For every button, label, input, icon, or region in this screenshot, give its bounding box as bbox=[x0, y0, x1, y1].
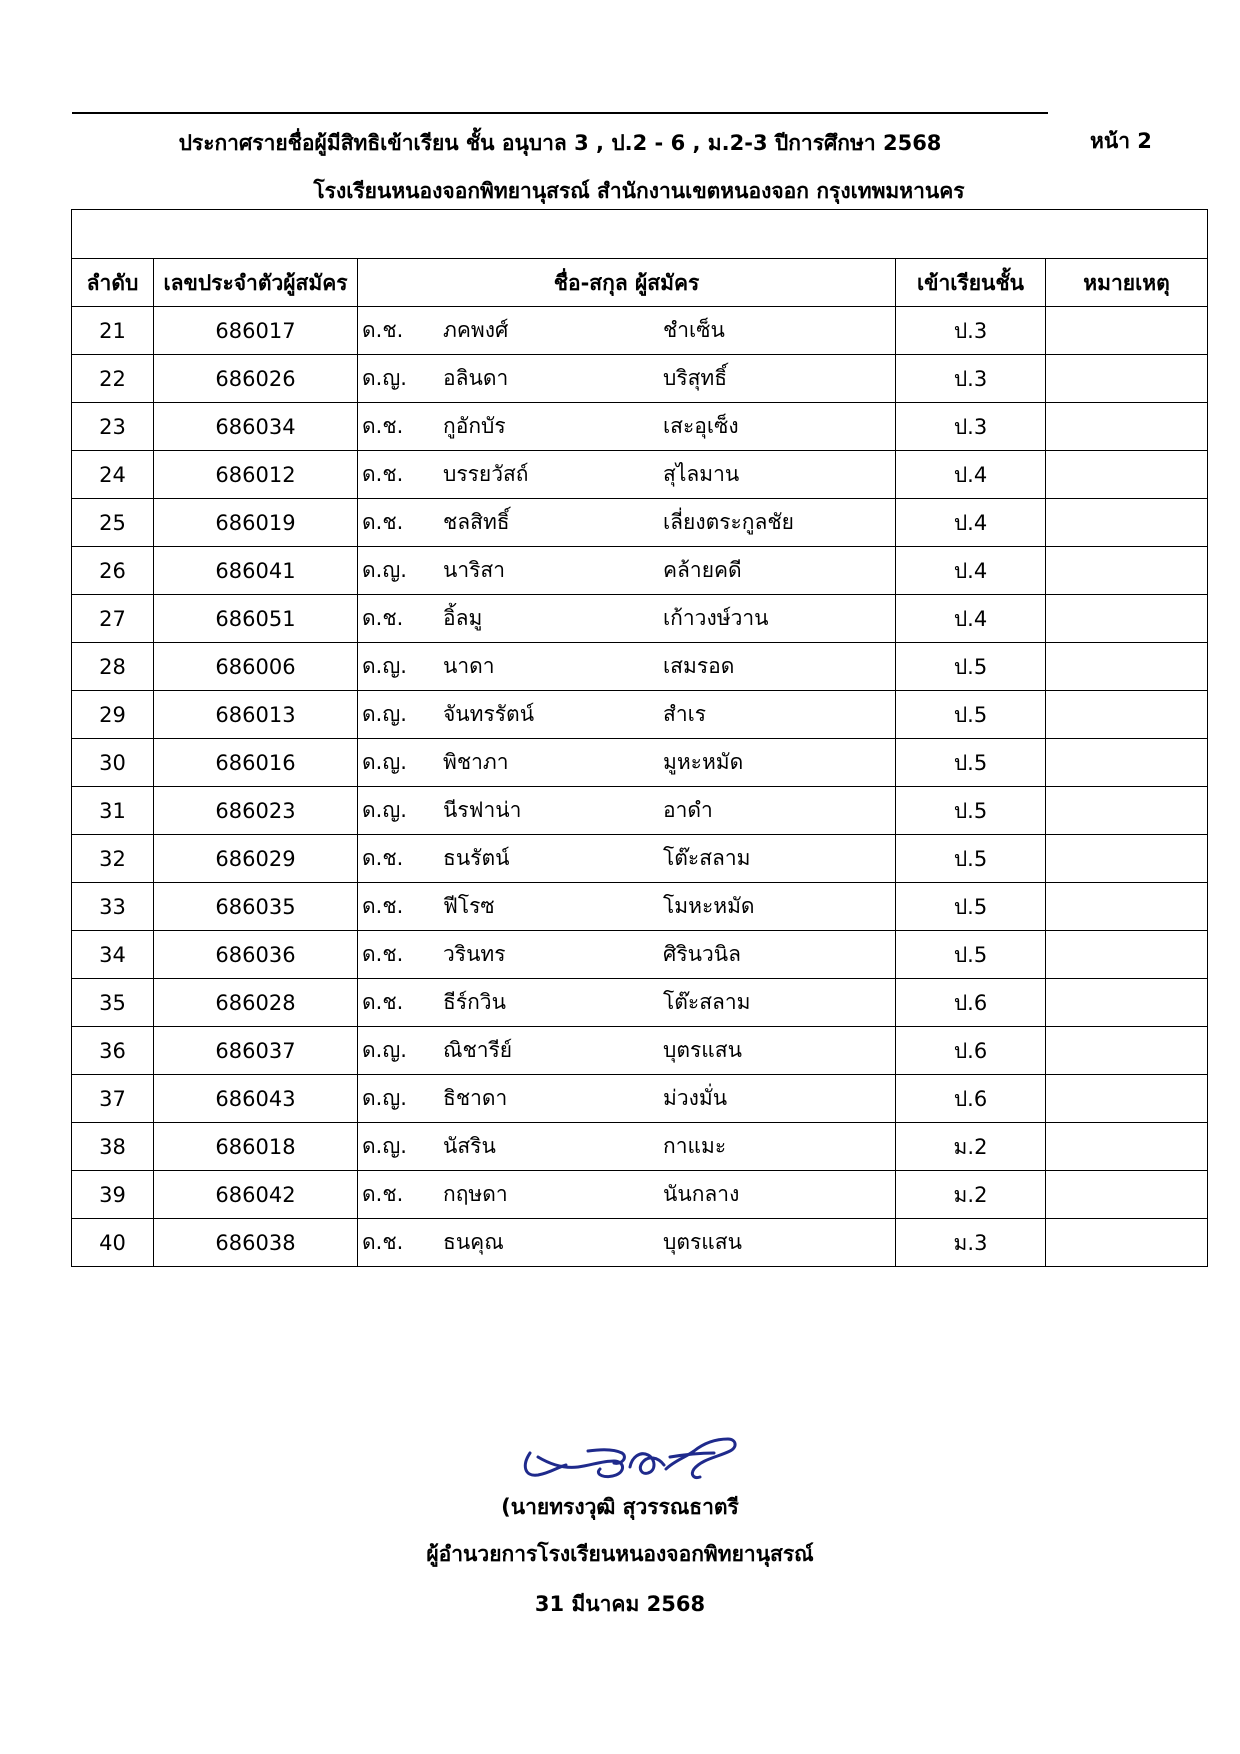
table-row bbox=[72, 595, 1208, 643]
first-name: ธีร์กวิน bbox=[443, 990, 506, 1014]
table-row bbox=[72, 1219, 1208, 1267]
name-cell bbox=[358, 403, 896, 451]
name-cell bbox=[358, 1171, 896, 1219]
name-cell bbox=[358, 739, 896, 787]
first-name: นาดา bbox=[443, 654, 495, 678]
grade-cell: ป.3 bbox=[896, 307, 1046, 355]
applicant-id-cell: 686035 bbox=[154, 883, 358, 931]
signature-stroke bbox=[538, 1457, 623, 1477]
first-name: ธนคุณ bbox=[443, 1230, 504, 1254]
name-prefix: ด.ช. bbox=[362, 990, 404, 1014]
seq-cell: 33 bbox=[72, 883, 154, 931]
table-row bbox=[72, 355, 1208, 403]
remark-cell bbox=[1046, 787, 1208, 835]
name-prefix: ด.ญ. bbox=[362, 750, 407, 774]
last-name: โต๊ะสลาม bbox=[663, 846, 751, 870]
name-cell bbox=[358, 1027, 896, 1075]
last-name: สุไลมาน bbox=[663, 462, 740, 486]
remark-cell bbox=[1046, 499, 1208, 547]
seq-cell: 23 bbox=[72, 403, 154, 451]
table-row bbox=[72, 931, 1208, 979]
remark-cell bbox=[1046, 739, 1208, 787]
seq-cell: 36 bbox=[72, 1027, 154, 1075]
signature-stroke bbox=[670, 1453, 714, 1457]
last-name: บริสุทธิ์ bbox=[663, 366, 728, 390]
applicant-id-cell: 686013 bbox=[154, 691, 358, 739]
table-row bbox=[72, 403, 1208, 451]
grade-cell: ป.5 bbox=[896, 787, 1046, 835]
applicant-id-cell: 686041 bbox=[154, 547, 358, 595]
seq-cell: 25 bbox=[72, 499, 154, 547]
applicant-id-cell: 686051 bbox=[154, 595, 358, 643]
first-name: ณิชารีย์ bbox=[443, 1038, 513, 1062]
signer-position: ผู้อำนวยการโรงเรียนหนองจอกพิทยานุสรณ์ bbox=[426, 1542, 814, 1566]
applicant-id-cell: 686023 bbox=[154, 787, 358, 835]
sign-date: 31 มีนาคม 2568 bbox=[534, 1592, 706, 1616]
signature-stroke bbox=[525, 1453, 566, 1475]
column-header-applicant-id: เลขประจำตัวผู้สมัคร bbox=[154, 259, 358, 307]
last-name: นันกลาง bbox=[663, 1182, 740, 1206]
name-prefix: ด.ช. bbox=[362, 942, 404, 966]
seq-cell: 30 bbox=[72, 739, 154, 787]
applicant-id-cell: 686006 bbox=[154, 643, 358, 691]
name-cell bbox=[358, 595, 896, 643]
seq-cell: 32 bbox=[72, 835, 154, 883]
table-row bbox=[72, 739, 1208, 787]
grade-cell: ม.2 bbox=[896, 1123, 1046, 1171]
first-name: ภคพงศ์ bbox=[443, 318, 509, 342]
last-name: โต๊ะสลาม bbox=[663, 990, 751, 1014]
name-cell bbox=[358, 547, 896, 595]
last-name: คล้ายคดี bbox=[663, 558, 742, 582]
table-row bbox=[72, 835, 1208, 883]
first-name: อิ้ลมู bbox=[443, 606, 483, 630]
seq-cell: 24 bbox=[72, 451, 154, 499]
name-cell bbox=[358, 355, 896, 403]
name-prefix: ด.ญ. bbox=[362, 1038, 407, 1062]
first-name: จันทรรัตน์ bbox=[443, 702, 535, 726]
last-name: สำเร bbox=[663, 702, 707, 726]
table-row bbox=[72, 547, 1208, 595]
last-name: ศิรินวนิล bbox=[663, 942, 741, 966]
name-cell bbox=[358, 787, 896, 835]
remark-cell bbox=[1046, 307, 1208, 355]
last-name: มูหะหมัด bbox=[663, 750, 744, 774]
name-cell bbox=[358, 883, 896, 931]
grade-cell: ป.5 bbox=[896, 643, 1046, 691]
table-row bbox=[72, 1075, 1208, 1123]
school-subtitle: โรงเรียนหนองจอกพิทยานุสรณ์ สำนักงานเขตหนองจอก กรุงเทพมหานคร bbox=[313, 179, 965, 203]
name-cell bbox=[358, 1219, 896, 1267]
remark-cell bbox=[1046, 883, 1208, 931]
seq-cell: 31 bbox=[72, 787, 154, 835]
last-name: ชำเซ็น bbox=[663, 318, 725, 342]
table-row bbox=[72, 451, 1208, 499]
name-prefix: ด.ญ. bbox=[362, 654, 407, 678]
signer-name: (นายทรงวุฒิ สุวรรณธาตรี bbox=[501, 1495, 739, 1519]
column-header-seq: ลำดับ bbox=[72, 259, 154, 307]
last-name: อาดำ bbox=[663, 798, 713, 822]
remark-cell bbox=[1046, 931, 1208, 979]
applicant-id-cell: 686019 bbox=[154, 499, 358, 547]
table-row bbox=[72, 883, 1208, 931]
table-row bbox=[72, 307, 1208, 355]
name-prefix: ด.ช. bbox=[362, 462, 404, 486]
remark-cell bbox=[1046, 835, 1208, 883]
remark-cell bbox=[1046, 643, 1208, 691]
name-prefix: ด.ญ. bbox=[362, 798, 407, 822]
seq-cell: 21 bbox=[72, 307, 154, 355]
grade-cell: ป.4 bbox=[896, 499, 1046, 547]
name-cell bbox=[358, 835, 896, 883]
first-name: ชลสิทธิ์ bbox=[443, 510, 510, 534]
grade-cell: ป.4 bbox=[896, 547, 1046, 595]
remark-cell bbox=[1046, 595, 1208, 643]
remark-cell bbox=[1046, 547, 1208, 595]
table-row bbox=[72, 1171, 1208, 1219]
grade-cell: ป.6 bbox=[896, 1027, 1046, 1075]
last-name: บุตรแสน bbox=[663, 1230, 742, 1254]
remark-cell bbox=[1046, 1123, 1208, 1171]
first-name: นีรฟาน่า bbox=[443, 798, 522, 822]
name-prefix: ด.ช. bbox=[362, 894, 404, 918]
last-name: ม่วงมั่น bbox=[663, 1086, 728, 1110]
page-number: หน้า 2 bbox=[1090, 129, 1152, 153]
seq-cell: 39 bbox=[72, 1171, 154, 1219]
last-name: บุตรแสน bbox=[663, 1038, 742, 1062]
name-prefix: ด.ญ. bbox=[362, 1086, 407, 1110]
name-prefix: ด.ช. bbox=[362, 414, 404, 438]
applicant-id-cell: 686036 bbox=[154, 931, 358, 979]
name-cell bbox=[358, 1123, 896, 1171]
table-row bbox=[72, 643, 1208, 691]
last-name: เก้าวงษ์วาน bbox=[663, 606, 769, 630]
first-name: บรรยวัสถ์ bbox=[443, 462, 529, 486]
remark-cell bbox=[1046, 1027, 1208, 1075]
first-name: อลินดา bbox=[443, 366, 509, 390]
seq-cell: 27 bbox=[72, 595, 154, 643]
name-cell bbox=[358, 307, 896, 355]
name-cell bbox=[358, 691, 896, 739]
grade-cell: ป.6 bbox=[896, 979, 1046, 1027]
header-rule bbox=[72, 112, 1048, 114]
seq-cell: 29 bbox=[72, 691, 154, 739]
signature-stroke bbox=[666, 1439, 735, 1478]
name-prefix: ด.ช. bbox=[362, 1230, 404, 1254]
grade-cell: ป.5 bbox=[896, 691, 1046, 739]
name-prefix: ด.ช. bbox=[362, 846, 404, 870]
table-row bbox=[72, 1027, 1208, 1075]
table-row bbox=[72, 499, 1208, 547]
name-prefix: ด.ช. bbox=[362, 1182, 404, 1206]
name-prefix: ด.ช. bbox=[362, 318, 404, 342]
name-cell bbox=[358, 931, 896, 979]
announcement-title: ประกาศรายชื่อผู้มีสิทธิเข้าเรียน ชั้น อนุบาล 3 , ป.2 - 6 , ม.2-3 ปีการศึกษา 2568 bbox=[178, 131, 942, 155]
remark-cell bbox=[1046, 1171, 1208, 1219]
table-header-row bbox=[72, 259, 1208, 307]
remark-cell bbox=[1046, 979, 1208, 1027]
grade-cell: ป.3 bbox=[896, 355, 1046, 403]
signature-stroke bbox=[630, 1454, 664, 1474]
first-name: พิชาภา bbox=[443, 750, 509, 774]
column-header-remark: หมายเหตุ bbox=[1046, 259, 1208, 307]
seq-cell: 37 bbox=[72, 1075, 154, 1123]
remark-cell bbox=[1046, 451, 1208, 499]
column-header-grade: เข้าเรียนชั้น bbox=[896, 259, 1046, 307]
grade-cell: ป.4 bbox=[896, 595, 1046, 643]
name-prefix: ด.ญ. bbox=[362, 702, 407, 726]
remark-cell bbox=[1046, 691, 1208, 739]
seq-cell: 22 bbox=[72, 355, 154, 403]
table-row bbox=[72, 787, 1208, 835]
applicant-id-cell: 686016 bbox=[154, 739, 358, 787]
grade-cell: ป.5 bbox=[896, 931, 1046, 979]
first-name: กฤษดา bbox=[443, 1182, 508, 1206]
last-name: โมหะหมัด bbox=[663, 894, 755, 918]
grade-cell: ม.2 bbox=[896, 1171, 1046, 1219]
remark-cell bbox=[1046, 1075, 1208, 1123]
grade-cell: ป.3 bbox=[896, 403, 1046, 451]
first-name: วรินทร bbox=[443, 942, 506, 966]
first-name: กูอักบัร bbox=[443, 414, 506, 438]
grade-cell: ป.4 bbox=[896, 451, 1046, 499]
table-row bbox=[72, 1123, 1208, 1171]
applicant-id-cell: 686034 bbox=[154, 403, 358, 451]
name-cell bbox=[358, 451, 896, 499]
grade-cell: ม.3 bbox=[896, 1219, 1046, 1267]
last-name: เสะอุเซ็ง bbox=[663, 414, 739, 438]
name-prefix: ด.ช. bbox=[362, 510, 404, 534]
seq-cell: 38 bbox=[72, 1123, 154, 1171]
applicant-id-cell: 686029 bbox=[154, 835, 358, 883]
name-cell bbox=[358, 499, 896, 547]
first-name: นาริสา bbox=[443, 558, 506, 582]
first-name: นัสริน bbox=[443, 1134, 496, 1158]
last-name: กาแมะ bbox=[663, 1134, 727, 1158]
column-header-name: ชื่อ-สกุล ผู้สมัคร bbox=[358, 259, 896, 307]
grade-cell: ป.5 bbox=[896, 835, 1046, 883]
applicant-id-cell: 686018 bbox=[154, 1123, 358, 1171]
name-prefix: ด.ญ. bbox=[362, 366, 407, 390]
applicant-id-cell: 686017 bbox=[154, 307, 358, 355]
name-prefix: ด.ช. bbox=[362, 606, 404, 630]
name-prefix: ด.ญ. bbox=[362, 1134, 407, 1158]
seq-cell: 28 bbox=[72, 643, 154, 691]
first-name: ธนรัตน์ bbox=[443, 846, 510, 870]
table-row bbox=[72, 979, 1208, 1027]
applicant-id-cell: 686037 bbox=[154, 1027, 358, 1075]
last-name: เลี่ยงตระกูลชัย bbox=[663, 510, 794, 534]
signature-icon bbox=[518, 1427, 748, 1487]
table-body bbox=[72, 307, 1208, 1267]
applicant-id-cell: 686043 bbox=[154, 1075, 358, 1123]
grade-cell: ป.5 bbox=[896, 739, 1046, 787]
name-cell bbox=[358, 979, 896, 1027]
remark-cell bbox=[1046, 1219, 1208, 1267]
table-row bbox=[72, 691, 1208, 739]
applicant-table bbox=[71, 209, 1208, 1267]
last-name: เสมรอด bbox=[663, 654, 735, 678]
first-name: ธิชาดา bbox=[443, 1086, 508, 1110]
applicant-id-cell: 686042 bbox=[154, 1171, 358, 1219]
seq-cell: 35 bbox=[72, 979, 154, 1027]
name-prefix: ด.ญ. bbox=[362, 558, 407, 582]
name-cell bbox=[358, 643, 896, 691]
applicant-id-cell: 686028 bbox=[154, 979, 358, 1027]
remark-cell bbox=[1046, 355, 1208, 403]
seq-cell: 40 bbox=[72, 1219, 154, 1267]
first-name: ฟีโรซ bbox=[443, 894, 495, 918]
grade-cell: ป.6 bbox=[896, 1075, 1046, 1123]
remark-cell bbox=[1046, 403, 1208, 451]
applicant-id-cell: 686026 bbox=[154, 355, 358, 403]
applicant-id-cell: 686012 bbox=[154, 451, 358, 499]
seq-cell: 26 bbox=[72, 547, 154, 595]
name-cell bbox=[358, 1075, 896, 1123]
seq-cell: 34 bbox=[72, 931, 154, 979]
applicant-id-cell: 686038 bbox=[154, 1219, 358, 1267]
grade-cell: ป.5 bbox=[896, 883, 1046, 931]
table-blank-row bbox=[72, 210, 1208, 259]
